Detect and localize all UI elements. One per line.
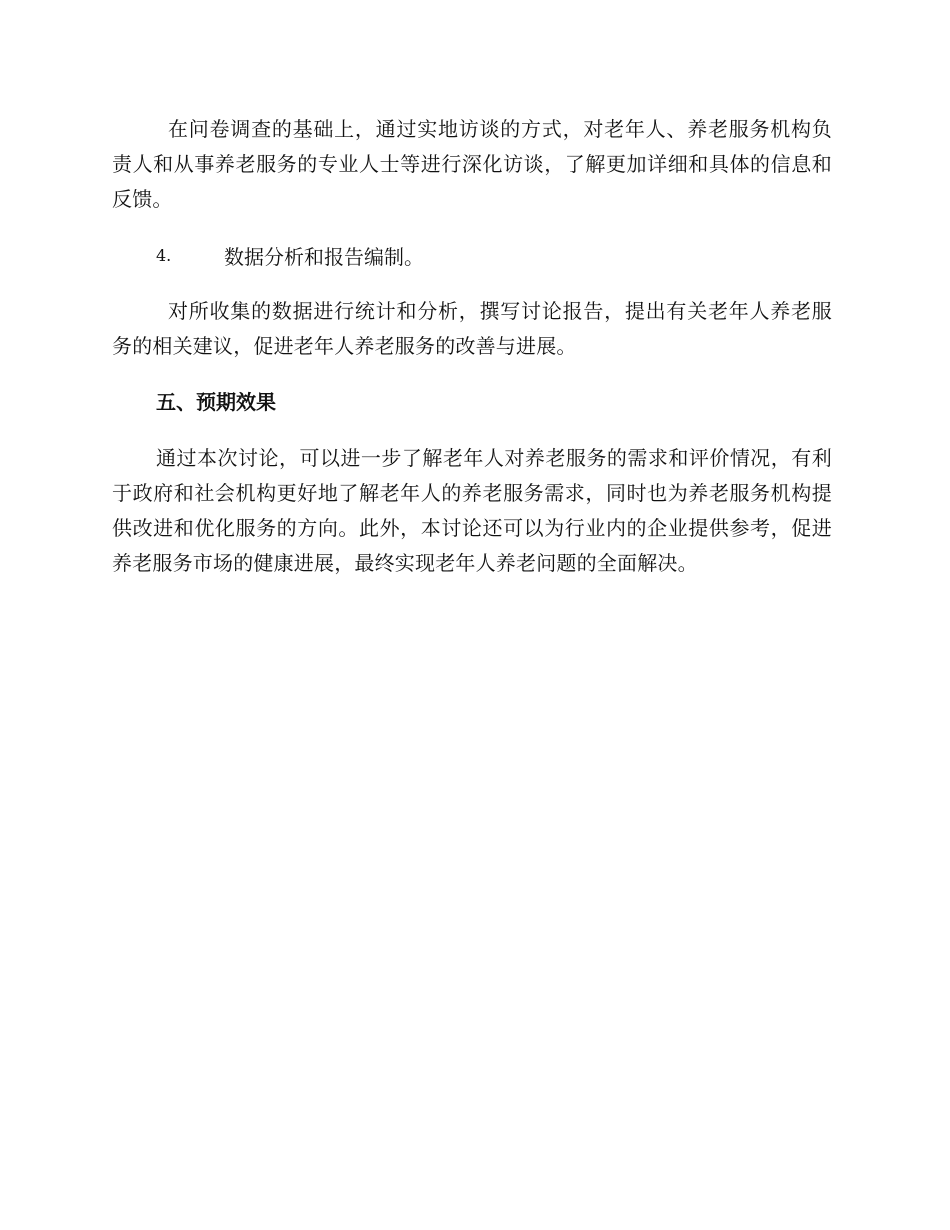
paragraph-analysis: 对所收集的数据进行统计和分析，撰写讨论报告，提出有关老年人养老服务的相关建议，促进老年人养老服务的改善与进展。 bbox=[112, 299, 832, 358]
list-item-number: 4. bbox=[156, 246, 172, 265]
section-heading-expected-effects: 五、预期效果 bbox=[156, 390, 276, 414]
paragraph-expected-effects: 通过本次讨论，可以进一步了解老年人对养老服务的需求和评价情况，有利于政府和社会机构更好地了解老年人的养老服务需求，同时也为养老服务机构提供改进和优化服务的方向。此外，本讨论还可以为行业内的企业提供参考，促进养老服务市场的健康进展，最终实现老年人养老问题的全面解决。 bbox=[112, 446, 832, 575]
list-item-data-analysis bbox=[112, 238, 832, 273]
list-item-text: 数据分析和报告编制。 bbox=[224, 245, 424, 269]
paragraph-interviews: 在问卷调查的基础上，通过实地访谈的方式，对老年人、养老服务机构负责人和从事养老服务的专业人士等进行深化访谈，了解更加详细和具体的信息和反馈。 bbox=[112, 117, 832, 211]
document-page bbox=[112, 112, 832, 581]
